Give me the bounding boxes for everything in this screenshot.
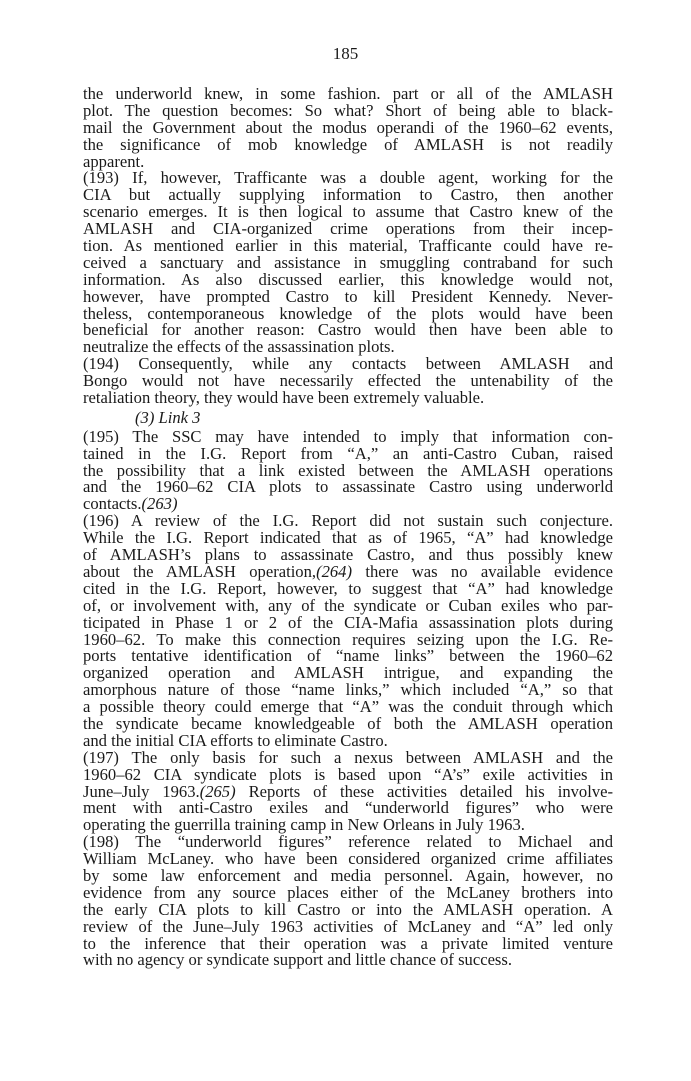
text-segment: apparent. bbox=[83, 151, 145, 171]
text-segment: the early CIA plots to kill Castro or into the AMLASH operation. A bbox=[83, 899, 613, 919]
footnote-reference: (264) bbox=[316, 561, 353, 581]
text-segment: (197) The only basis for such a nexus between AMLASH and the bbox=[83, 747, 613, 767]
text-segment: operating the guerrilla training camp in New Orleans in July 1963. bbox=[83, 815, 525, 835]
text-segment: about the AMLASH operation, bbox=[83, 561, 317, 581]
text-segment: (198) The “underworld figures” reference related to Michael and bbox=[83, 832, 613, 852]
text-segment: the possibility that a link existed between the AMLASH operations bbox=[83, 460, 613, 480]
text-segment: ports tentative identification of “name links” between the 1960–62 bbox=[83, 646, 613, 666]
text-segment: evidence from any source places either of the McLaney brothers into bbox=[83, 882, 613, 902]
text-segment: the syndicate became knowledgeable of both the AMLASH operation bbox=[83, 713, 613, 733]
text-segment: of, or involvement with, any of the syndicate or Cuban exiles who par- bbox=[83, 595, 613, 615]
section-heading bbox=[83, 407, 613, 427]
text-segment: While the I.G. Report indicated that as of 1965, “A” had knowledge bbox=[83, 528, 613, 548]
text-segment: (195) The SSC may have intended to imply that information con- bbox=[83, 426, 613, 446]
text-segment: CIA but actually supplying information to Castro, then another bbox=[83, 185, 613, 205]
text-segment: by some law enforcement and media personnel. Again, however, no bbox=[83, 865, 613, 885]
text-segment: neutralize the effects of the assassination plots. bbox=[83, 337, 395, 357]
text-segment: of AMLASH’s plans to assassinate Castro, and thus possibly knew bbox=[83, 545, 613, 565]
text-segment: Bongo would not have necessarily effected the untenability of the bbox=[83, 371, 613, 391]
text-segment: (193) If, however, Trafficante was a double agent, working for the bbox=[83, 168, 613, 188]
text-line bbox=[83, 134, 613, 154]
text-segment: Reports of these activities detailed his involve- bbox=[235, 781, 614, 801]
text-segment: 1960–62. To make this connection requires seizing upon the I.G. Re- bbox=[83, 629, 613, 649]
text-segment: retaliation theory, they would have been extremely valuable. bbox=[83, 388, 485, 408]
heading-text: (3) Link 3 bbox=[135, 407, 201, 427]
text-segment: the underworld knew, in some fashion. part or all of the AMLASH bbox=[83, 84, 613, 103]
text-segment: review of the June–July 1963 activities of McLaney and “A” led only bbox=[83, 916, 613, 936]
text-segment: however, have prompted Castro to kill President Kennedy. Never- bbox=[83, 286, 613, 306]
text-segment: amorphous nature of those “name links,” which included “A,” so that bbox=[83, 680, 613, 700]
body-text bbox=[83, 86, 613, 969]
text-segment: the significance of mob knowledge of AMLASH is not readily bbox=[83, 134, 613, 154]
text-segment: with no agency or syndicate support and little chance of success. bbox=[83, 950, 512, 970]
text-segment: tained in the I.G. Report from “A,” an anti-Castro Cuban, raised bbox=[83, 443, 613, 463]
text-segment: information. As also discussed earlier, this knowledge would not, bbox=[83, 269, 613, 289]
text-segment: (194) Consequently, while any contacts between AMLASH and bbox=[83, 354, 613, 374]
text-segment: tion. As mentioned earlier in this material, Trafficante could have re- bbox=[83, 236, 613, 256]
text-segment: organized operation and AMLASH intrigue, and expanding the bbox=[83, 663, 613, 683]
text-segment: mail the Government about the modus operandi of the 1960–62 events, bbox=[83, 117, 613, 137]
text-segment: and the initial CIA efforts to eliminate Castro. bbox=[83, 730, 388, 750]
text-segment: AMLASH and CIA-organized crime operations from their incep- bbox=[83, 219, 613, 239]
text-segment: William McLaney. who have been considered organized crime affiliates bbox=[83, 849, 613, 869]
text-segment: plot. The question becomes: So what? Short of being able to black- bbox=[83, 100, 613, 120]
text-segment: scenario emerges. It is then logical to assume that Castro knew of the bbox=[83, 202, 613, 222]
text-segment: ment with anti-Castro exiles and “underworld figures” who were bbox=[83, 798, 613, 818]
text-segment: to the inference that their operation was a private limited venture bbox=[83, 933, 613, 953]
text-segment: 1960–62 CIA syndicate plots is based upon “A’s” exile activities in bbox=[83, 764, 613, 784]
footnote-reference: (263) bbox=[141, 494, 178, 514]
text-line bbox=[83, 952, 613, 969]
text-segment: beneficial for another reason: Castro would then have been able to bbox=[83, 320, 613, 340]
text-segment: and the 1960–62 CIA plots to assassinate Castro using underworld bbox=[83, 477, 613, 497]
text-segment: cited in the I.G. Report, however, to suggest that “A” had knowledge bbox=[83, 578, 613, 598]
text-segment: there was no available evidence bbox=[352, 561, 613, 581]
page-number: 185 bbox=[332, 44, 359, 63]
text-segment: (196) A review of the I.G. Report did not sustain such conjecture. bbox=[83, 511, 613, 531]
text-line bbox=[83, 390, 613, 407]
text-segment: ticipated in Phase 1 or 2 of the CIA-Mafia assassination plots during bbox=[83, 612, 613, 632]
text-segment: June–July 1963. bbox=[83, 781, 200, 801]
text-segment: theless, contemporaneous knowledge of the plots would have been bbox=[83, 303, 613, 323]
footnote-reference: (265) bbox=[199, 781, 236, 801]
text-segment: a possible theory could emerge that “A” was the conduit through which bbox=[83, 697, 613, 717]
text-segment: ceived a sanctuary and assistance in smuggling contraband for such bbox=[83, 252, 613, 272]
text-segment: contacts. bbox=[83, 494, 142, 514]
